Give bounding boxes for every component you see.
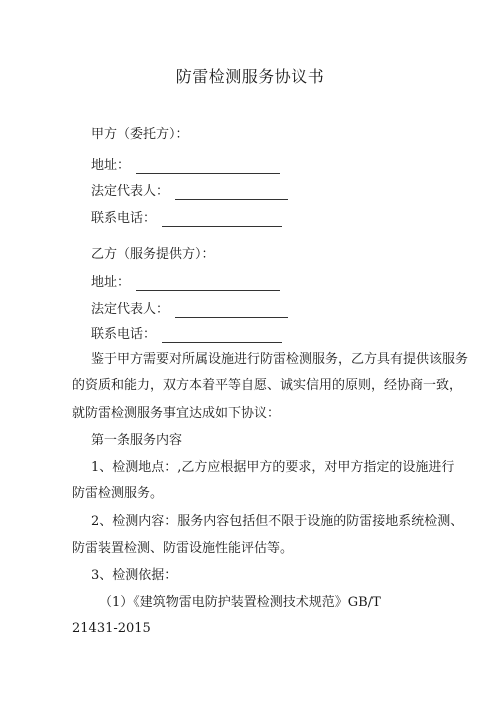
party-a-address-row <box>91 158 280 174</box>
item-1-line-1: 1、检测地点：,乙方应根据甲方的要求，对甲方指定的设施进行 <box>91 460 455 475</box>
party-b-phone-row <box>91 327 282 343</box>
party-b-address-field[interactable] <box>136 277 280 291</box>
item-3-heading: 3、检测依据： <box>91 568 178 583</box>
party-b-address-label: 地址： <box>91 275 131 290</box>
party-a-phone-field[interactable] <box>162 213 282 227</box>
party-b-phone-label: 联系电话： <box>91 327 157 342</box>
party-a-address-label: 地址： <box>91 158 131 173</box>
party-a-rep-label: 法定代表人： <box>91 184 170 199</box>
party-a-rep-field[interactable] <box>175 186 288 200</box>
party-b-rep-field[interactable] <box>175 304 288 318</box>
item-2-line-1: 2、检测内容：服务内容包括但不限于设施的防雷接地系统检测、 <box>91 514 464 529</box>
document-title: 防雷检测服务协议书 <box>175 67 325 86</box>
item-2-line-2: 防雷装置检测、防雷设施性能评估等。 <box>72 541 294 556</box>
article-heading: 第一条服务内容 <box>91 433 183 448</box>
party-a-rep-row <box>91 184 288 200</box>
standard-1-line-1: （1）《建筑物雷电防护装置检测技术规范》GB/T <box>99 595 381 610</box>
party-b-heading: 乙方（服务提供方）： <box>91 247 215 262</box>
standard-1-line-2: 21431-2015 <box>72 621 151 636</box>
preamble-line-2: 的资质和能力，双方本着平等自愿、诚实信用的原则，经协商一致， <box>72 378 463 393</box>
party-a-phone-label: 联系电话： <box>91 211 157 226</box>
party-b-rep-row <box>91 302 288 318</box>
preamble-line-1: 鉴于甲方需要对所属设施进行防雷检测服务，乙方具有提供该服务 <box>91 352 469 367</box>
party-a-phone-row <box>91 211 282 227</box>
party-a-address-field[interactable] <box>136 160 280 174</box>
preamble-line-3: 就防雷检测服务事宜达成如下协议： <box>72 406 281 421</box>
party-b-phone-field[interactable] <box>162 329 282 343</box>
party-a-heading: 甲方（委托方）： <box>91 127 189 142</box>
party-b-address-row <box>91 275 280 291</box>
party-b-rep-label: 法定代表人： <box>91 302 170 317</box>
item-1-line-2: 防雷检测服务。 <box>72 486 164 501</box>
